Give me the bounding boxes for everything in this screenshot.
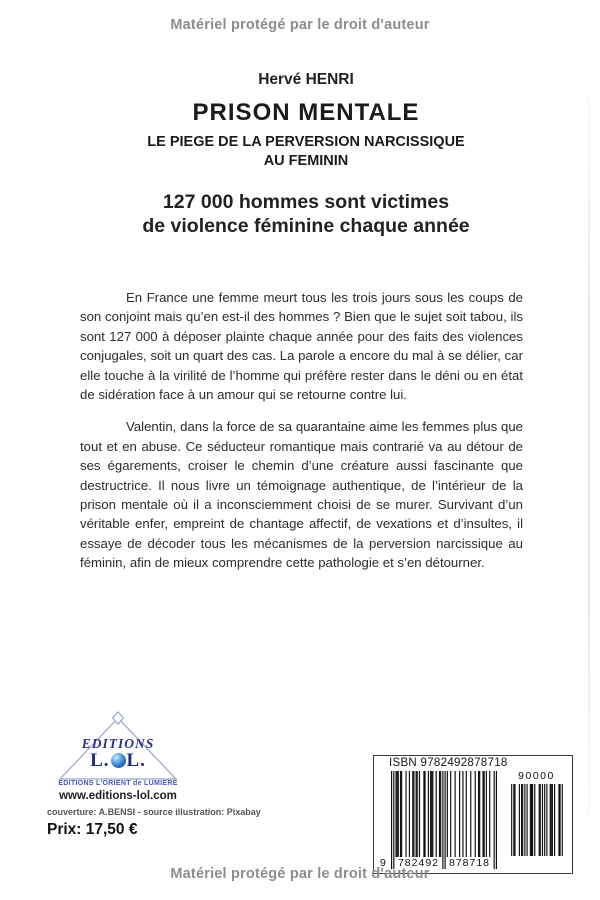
author-name: Hervé HENRI <box>258 71 354 88</box>
logo-l-right: L. <box>126 750 146 771</box>
cover-credits: couverture: A.BENSI - source illustration: Pixabay <box>47 807 261 817</box>
synopsis <box>80 288 523 573</box>
isbn-label: ISBN 9782492878718 <box>389 757 508 769</box>
publisher-website: www.editions-lol.com <box>59 790 177 802</box>
ean13-left-digits: 782492 <box>397 857 440 869</box>
ean13-first-digit: 9 <box>380 857 386 869</box>
price-label: Prix: 17,50 € <box>47 821 138 838</box>
copyright-watermark-top: Matériel protégé par le droit d'auteur <box>170 17 430 33</box>
book-title: PRISON MENTALE <box>192 99 420 126</box>
tagline-line2: de violence féminine chaque année <box>142 215 470 237</box>
book-subtitle-line2: AU FEMININ <box>263 153 349 169</box>
ean5-supplement-barcode <box>510 770 563 856</box>
ean5-bars-icon <box>510 784 563 856</box>
publisher-logo-lol <box>57 750 179 772</box>
synopsis-paragraph-1: En France une femme meurt tous les trois jours sous les coups de son conjoint mais qu’en est-il des hommes ? Bien que le sujet soit tabou, ils sont 127 000 à déposer plainte chaque année pour des faits des violences conjugales, soit un quart des cas. La parole a encore du mal à se délier, car elle touche à la virilité de l’homme qui préfère rester dans le déni ou en état de sidération face à un amour qui se retourne contre lui. <box>80 290 523 403</box>
ean13-bars-icon <box>391 771 497 869</box>
copyright-watermark-bottom: Matériel protégé par le droit d'auteur <box>170 866 430 882</box>
globe-icon <box>111 753 126 768</box>
publisher-full-name: EDITIONS L'ORIENT de LUMIERE <box>58 780 178 787</box>
supplement-digits: 90000 <box>518 770 555 782</box>
publisher-logo-editions-text: EDITIONS <box>81 736 155 751</box>
barcode-box <box>373 755 573 874</box>
page-edge-shadow <box>588 55 590 855</box>
logo-l-left: L. <box>90 750 110 771</box>
ean13-right-digits: 878718 <box>448 857 491 869</box>
tagline-line1: 127 000 hommes sont victimes <box>162 191 450 213</box>
book-subtitle-line1: LE PIEGE DE LA PERVERSION NARCISSIQUE <box>147 134 465 150</box>
ean13-barcode <box>380 771 497 869</box>
synopsis-paragraph-2: Valentin, dans la force de sa quarantaine aime les femmes plus que tout et en abuse. Ce séducteur romantique mais contrarié va au détour de ses égarements, croiser le chemin d’une créature aussi fascinante que destructrice. Il nous livre un témoignage authentique, de l’intérieur de la prison mentale où il a inconsciemment choisi de se murer. Survivant d’un véritable enfer, empreint de chantage affectif, de vexations et d’insultes, il essaye de décoder tous les mécanismes de la perversion narcissique au féminin, afin de mieux comprendre cette pathologie et s’en détourner. <box>80 419 523 571</box>
